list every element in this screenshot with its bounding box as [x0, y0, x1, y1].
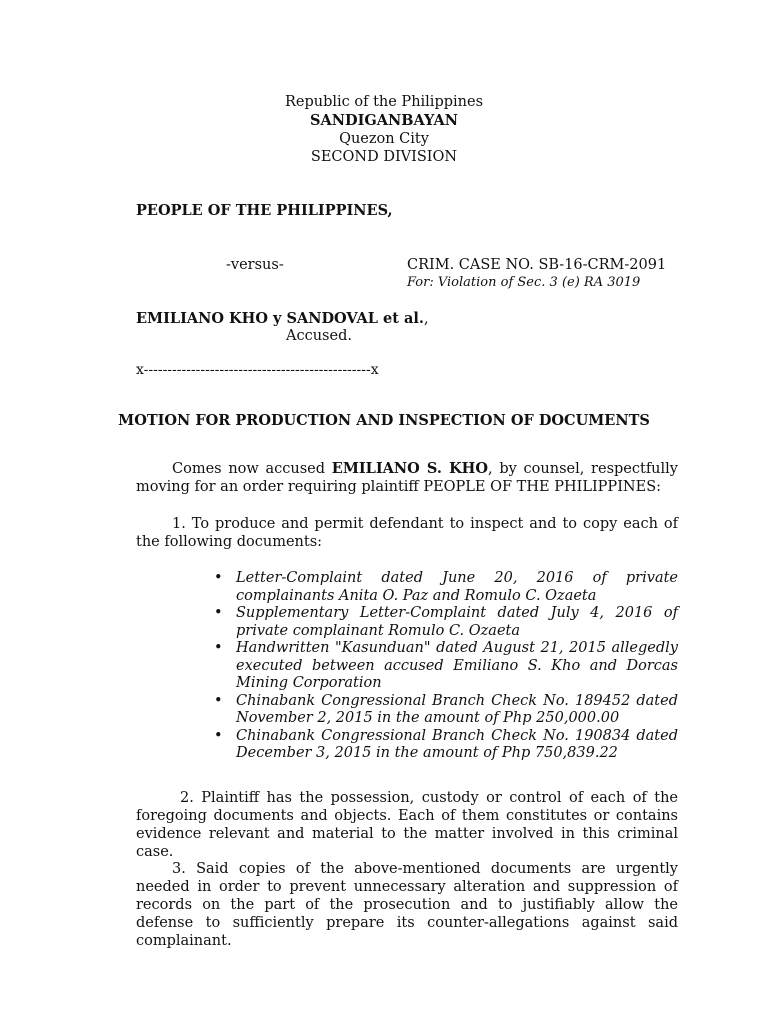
bullet-icon: • [214, 570, 223, 586]
list-item [214, 727, 678, 763]
court-header-division: SECOND DIVISION [310, 149, 458, 165]
document-item-text: Letter-Complaint dated June 20, 2016 of private complainants Anita O. Paz and Romulo C. Ozaeta [236, 570, 678, 604]
accused-line [136, 310, 429, 327]
list-item [214, 640, 678, 693]
bullet-icon: • [214, 727, 223, 744]
accused-label: Accused. [286, 328, 352, 344]
list-item [214, 605, 678, 640]
case-number: CRIM. CASE NO. SB-16-CRM-2091 [407, 257, 667, 273]
bullet-icon: • [214, 605, 223, 621]
document-item-text: Chinabank Congressional Branch Check No. 189452 dated November 2, 2015 in the amount of Php 250,000.00 [236, 692, 678, 726]
document-title: MOTION FOR PRODUCTION AND INSPECTION OF DOCUMENTS [118, 412, 650, 429]
versus-label: -versus- [226, 257, 284, 273]
intro-text-start: Comes now accused [172, 461, 332, 477]
accused-comma: , [423, 311, 429, 327]
document-item-text: Supplementary Letter-Complaint dated July 4, 2016 of private complainant Romulo C. Ozaeta [236, 605, 678, 639]
intro-text-end: , by counsel, respectfully moving for an order requiring plaintiff PEOPLE OF THE PHILIPPINES: [136, 461, 678, 495]
paragraph-1: 1. To produce and permit defendant to inspect and to copy each of the following documents: [136, 516, 678, 550]
plaintiff-name: PEOPLE OF THE PHILIPPINES, [136, 202, 393, 219]
paragraph-2: 2. Plaintiff has the possession, custody or control of each of the foregoing documents and objects. Each of them constitutes or contains evidence relevant and material to the matter involved in this criminal case. [136, 790, 678, 860]
list-item [214, 692, 678, 728]
bullet-icon: • [214, 692, 223, 709]
document-item-text: Chinabank Congressional Branch Check No. 190834 dated December 3, 2015 in the amount of Php 750,839.22 [236, 727, 678, 761]
intro-accused-name: EMILIANO S. KHO [331, 460, 489, 477]
court-header-republic: Republic of the Philippines [284, 94, 484, 110]
list-item [214, 570, 678, 605]
bullet-icon: • [214, 640, 223, 656]
document-item-text: Handwritten "Kasunduan" dated August 21, 2015 allegedly executed between accused Emiliano S. Kho and Dorcas Mining Corporation [236, 640, 678, 691]
violation-label: For: Violation of Sec. 3 (e) RA 3019 [407, 275, 641, 290]
court-header-city: Quezon City [339, 131, 429, 147]
intro-paragraph [136, 460, 678, 496]
caption-separator: x------------------------------------------------x [136, 362, 379, 378]
accused-name: EMILIANO KHO y SANDOVAL et al. [136, 310, 424, 327]
paragraph-3: 3. Said copies of the above-mentioned documents are urgently needed in order to prevent unnecessary alteration and suppression of records on the part of the prosecution and to justifiably allow the defense to sufficiently prepare its counter-allegations against said complainant. [136, 861, 678, 949]
documents-list [214, 570, 678, 763]
court-header-sandiganbayan: SANDIGANBAYAN [310, 112, 458, 129]
